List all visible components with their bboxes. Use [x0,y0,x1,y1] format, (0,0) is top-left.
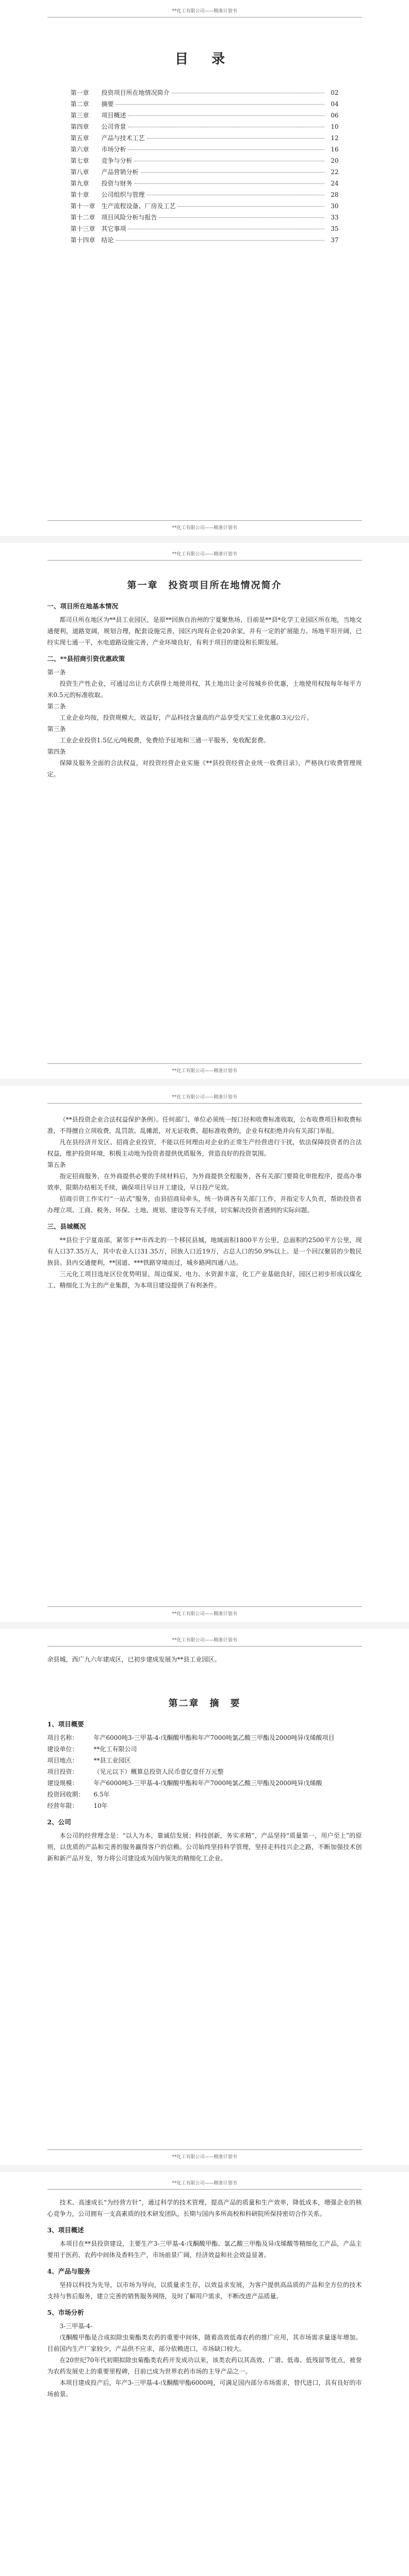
paragraph: **县位于宁夏南部，紧邻于**市西北的一个移民县城，地域面积1800平方公里，总面积约2500平方公里，现有人口37.35万人，其中农业人口31.35万，回族人口近19万，占总人口的50.9%以上。是一个回汉聚居的少数民族县。县内交通便利，**国道、***铁路穿境而过，城乡路网四通八达。 [47,1236,362,1266]
running-header: **化工有限公司——精准计划书 [0,1086,409,1104]
header-rule [47,1103,362,1104]
summary-key: 建设单位： [47,1745,78,1753]
toc-page-number: 04 [331,100,339,108]
toc-entry[interactable] [71,133,339,145]
paragraph: 凡在县经济开发区、招商企业投资，不能以任何理由对企业的正常生产经营进行干扰，依法保障投资者的合法权益，维护投资环境，积极主动地为投资者提供优质服务，营造良好的投资氛围。 [47,1139,362,1157]
paragraph: 三元化工项目选址区位优势明显，周边煤炭、电力、水资源丰富，化工产业基础良好，园区已初步形成以煤化工、精细化工为主的产业集群，为本项目建设提供了有利条件。 [47,1270,362,1289]
section-heading: 一、项目所在地基本情况 [47,602,119,610]
paragraph: （**县投资企业合法权益保护条例）。任何部门、单位必须统一按口径和收费标准收取，公布收费项目和收费标准，不得擅自立项收费，乱罚款、乱摊派，对无证收费、超标准收费的，企业有权拒绝并向有关部门举报。 [47,1116,362,1134]
toc-page-number: 02 [331,89,339,96]
toc-entry[interactable] [71,201,339,213]
clause-label: 第五条 [47,1161,66,1168]
toc-chapter-number: 第九章 [70,180,89,187]
toc-chapter-number: 第十三章 [70,225,95,232]
paragraph: 技术、高速成长“为经营方针”，通过科学的技术管理，提高产品的质量和生产效率，降低成本，增强企业的核心竞争力，公司拥有一支高素质的技术研发团队，长期与国内多所高校和科研院所保持密切合作关系。 [47,2199,362,2217]
paragraph: 投资生产性企业，可通过出让方式获得土地使用权，其土地出让金可按城乡价优惠，土地使用权按每年每平方米0.5元的标准收取。 [47,680,362,699]
toc-page-number: 16 [331,146,339,153]
toc-chapter-title: 产品营销分析 [101,168,139,176]
toc-entry[interactable] [71,145,339,156]
toc-page-number: 20 [331,157,339,164]
toc-chapter-title: 投资与财务 [101,180,133,187]
toc-chapter-title: 市场分析 [101,146,126,153]
toc-entry[interactable] [71,88,339,99]
chapter1-title: 第一章 投资项目所在地情况简介 [127,580,282,591]
paragraph: 3-三甲基-4- [59,2323,92,2330]
footer-rule [47,1063,362,1064]
running-footer: **化工有限公司——精准计划书 [0,2149,409,2160]
toc-leader-dots [116,240,324,241]
footer-rule [47,2149,362,2150]
toc-page-number: 10 [331,123,339,130]
toc-entry[interactable] [71,213,339,224]
toc-chapter-title: 项目风险分析与报告 [101,214,157,221]
toc-page-number: 37 [331,236,339,244]
toc-entry[interactable] [71,99,339,111]
toc-page-number: 28 [331,191,339,198]
toc-page [0,0,409,536]
toc-page-number: 22 [331,168,339,176]
toc-chapter-number: 第三章 [70,112,89,119]
header-rule [47,2189,362,2190]
summary-key: 经营年限： [47,1802,78,1809]
running-header: **化工有限公司——精准计划书 [0,543,409,561]
toc-chapter-number: 第四章 [70,123,89,130]
chapter2-body-cont [47,2197,362,2400]
summary-value: **县工业园区 [93,1757,131,1764]
running-header: **化工有限公司——精准计划书 [0,2172,409,2190]
page-gap [0,536,409,543]
paragraph: 本公司的经营理念是：“以人为本，靠诚信发展；科技创新，务实求精”，产品坚持“质量第一，用户至上”的原则，以优质的产品和完善的服务赢得客户的信赖。公司始终坚持科学管理，坚持走科技兴企之路，不断加强技术创新和新产品开发，努力将公司建设成为国内领先的精细化工企业。 [47,1832,362,1862]
section-heading: 1、项目概要 [47,1720,84,1728]
summary-row [47,1800,362,1811]
toc-leader-dots [147,138,324,139]
toc-leader-dots [128,115,324,116]
toc-chapter-title: 产品与技术工艺 [101,134,145,142]
chapter1-page [0,543,409,1079]
chapter1-cont-page [0,1086,409,1622]
chapter2-cont-page [0,2172,409,2576]
toc-entry[interactable] [71,111,339,122]
header-rule [47,17,362,18]
summary-value: 6.5年 [93,1791,110,1798]
toc-chapter-title: 结论 [101,236,114,244]
paragraph: 余县城，西广九六年建成区，已初步建成发展为**县工业园区。 [47,1656,221,1663]
toc-leader-dots [178,206,324,207]
toc-chapter-title: 竞争与分析 [101,157,133,164]
toc-leader-dots [116,104,324,105]
toc-chapter-title: 投资项目所在地情况简介 [101,89,170,96]
paragraph: 工业企业投资1.5亿元/吨税费，免费给予征地和三通一平服务，免收配套费。 [59,737,270,744]
toc-chapter-title: 其它事项 [101,225,126,232]
chapter2-page [0,1629,409,2165]
header-rule [47,1646,362,1647]
clause-label: 第四条 [47,748,66,755]
summary-key: 建设规模： [47,1780,78,1787]
paragraph: 坚持以科技为先导，以市场为导向，以质量求生存，以效益求发展，为客户提供高品质的产品和全方位的技术支持与售后服务，建立完善的销售服务网络，及时了解用户需求，不断改进产品质量。 [47,2281,362,2300]
paragraph: 戊酮酸甲酯是合成拟除虫菊酯类农药的重要中间体，随着高效低毒农药的推广应用，其市场需求量逐年增加。目前国内生产厂家较少，产品供不应求，部分依赖进口，市场缺口较大。 [47,2334,362,2352]
toc-entry[interactable] [71,190,339,201]
toc-chapter-number: 第十四章 [70,236,95,244]
running-header: **化工有限公司——精准计划书 [0,0,409,18]
toc-chapter-number: 第五章 [70,134,89,142]
running-header: **化工有限公司——精准计划书 [0,1629,409,1647]
toc-page-number: 12 [331,134,339,142]
toc-chapter-number: 第十一章 [70,202,95,210]
section-heading: 二、**县招商引资优惠政策 [47,655,125,663]
toc-chapter-number: 第七章 [70,157,89,164]
summary-row [47,1732,362,1743]
toc-entry[interactable] [71,167,339,179]
paragraph: 招商引资工作实行“一站式”服务，由县招商局牵头，统一协调各有关部门工作，并指定专人负责，帮助投资者办理立项、工商、税务、环保、土地、规划、建设等有关手续，切实解决投资者遇到的实际问题。 [47,1195,362,1214]
running-footer: **化工有限公司——精准计划书 [0,1063,409,1074]
toc-entry[interactable] [71,224,339,235]
paragraph: 指定招商服务，在外商提供必要的手续材料后，为外商提供全程服务，各有关部门要简化审批程序，提高办事效率，限期办结相关手续，确保项目早日开工建设，早日投产见效。 [47,1173,362,1191]
summary-key: 项目地点： [47,1757,78,1764]
summary-key: 项目名称： [47,1734,78,1741]
toc-page-number: 35 [331,225,339,232]
toc-chapter-number: 第六章 [70,146,89,153]
paragraph: 在20世纪70年代初期拟除虫菊酯类农药开发成功以来，该类农药以其高效、广谱、低毒、低残留等优点，被誉为农药发展史上的重要里程碑，目前已成为世界农药市场的主导产品之一。 [47,2357,362,2375]
toc-chapter-title: 项目概述 [101,112,126,119]
summary-value: 年产6000吨3-三甲基-4-戊酮酸甲酯和年产7000吨氯乙酸三甲酯及2000吨异戊烯酸 [93,1780,322,1787]
paragraph: 工业企业均按，投资规模大，效益好，产品科技含量高的产品享受天宝工业优惠0.3元/公斤。 [59,714,313,721]
summary-row [47,1743,362,1755]
toc-entry[interactable] [71,122,339,133]
summary-row [47,1777,362,1789]
toc-page-number: 06 [331,112,339,119]
section-heading: 5、市场分析 [47,2309,84,2316]
toc-chapter-number: 第八章 [70,168,89,176]
page-gap [0,1622,409,1629]
toc-page-number: 24 [331,180,339,187]
summary-value: 10年 [93,1802,108,1809]
toc-chapter-title: 公司组织与管理 [101,191,145,198]
toc-chapter-title: 摘要 [101,100,114,108]
toc-chapter-number: 第十章 [70,191,89,198]
toc-entry[interactable] [71,156,339,167]
toc-entry[interactable] [71,235,339,247]
header-rule [47,560,362,561]
summary-row [47,1766,362,1777]
footer-rule [47,1606,362,1607]
toc-leader-dots [159,217,324,218]
summary-value: 年产6000吨3-三甲基-4-戊酮酸甲酯和年产7000吨氯乙酸三甲酯及2000吨异戊烯酸项目 [93,1734,335,1741]
summary-row [47,1755,362,1766]
summary-key: 项目投资： [47,1768,78,1775]
toc-leader-dots [141,172,324,173]
paragraph: 保障及服务全面的合法权益，对投资经营企业实施《**县投资经营企业统一收费目录》，严格执行收费管理规定。 [47,759,362,778]
page-gap [0,1079,409,1086]
toc-leader-dots [128,149,324,150]
summary-value: （见元以下）概算总投资人民币壹亿壹仟万元整 [93,1768,224,1775]
clause-label: 第一条 [47,669,66,676]
summary-value: **化工有限公司 [93,1745,137,1753]
chapter1-body-cont [47,1114,362,1291]
paragraph: 本项目建成投产后，年产3-三甲基-4-戊酮酸甲酯6000吨，可满足国内部分市场需求，替代进口，具有良好的市场前景。 [47,2379,362,2398]
toc-chapter-title: 公司背景 [101,123,126,130]
chapter1-body [47,601,362,780]
toc-list [71,88,339,247]
toc-entry[interactable] [71,179,339,190]
toc-page-number: 33 [331,214,339,221]
section-heading: 4、产品与服务 [47,2267,91,2275]
chapter1-tail [47,1654,362,1665]
toc-chapter-title: 生产流程设备、厂房及工艺 [101,202,176,210]
clause-label: 第三条 [47,725,66,733]
summary-key: 投资回收期： [47,1791,85,1798]
section-heading: 3、项目概述 [47,2226,84,2234]
running-footer: **化工有限公司——精准计划书 [0,520,409,531]
chapter2-title: 第二章 摘 要 [168,1698,241,1709]
toc-title: 目 录 [174,52,235,67]
summary-row [47,1789,362,1800]
summary-table [47,1732,362,1811]
clause-label: 第二条 [47,703,66,710]
section-heading: 2、公司 [47,1818,71,1826]
page-gap [0,2165,409,2172]
toc-leader-dots [135,183,324,184]
toc-page-number: 30 [331,202,339,210]
toc-chapter-number: 第十二章 [70,214,95,221]
paragraph: 都司旦所在地区为**县工业园区，是原**回族自治州的宁夏聚焦场，目前是**县*化学工业园区所在地，当地交通便利，道路宽阔，规划合理，配套设施完善，园区内现有企业20余家，并有一定的扩展能力。场地平坦开阔，已经实现七通一平，水电道路设施完善，产业环境良好，有利于项目的建设和长期发展。 [47,616,362,646]
toc-chapter-number: 第一章 [70,89,89,96]
toc-chapter-number: 第二章 [70,100,89,108]
footer-rule [47,520,362,521]
running-footer: **化工有限公司——精准计划书 [0,1606,409,1617]
section-heading: 三、县城概况 [47,1223,86,1230]
chapter2-body [47,1719,362,1864]
paragraph: 本项目在**县投资建设，主要生产3-三甲基-4-戊酮酸甲酯、氯乙酸三甲酯及异戊烯酸等精细化工产品，产品主要用于医药、农药中间体及香料生产，市场前景广阔，经济效益和社会效益显著。 [47,2240,362,2259]
